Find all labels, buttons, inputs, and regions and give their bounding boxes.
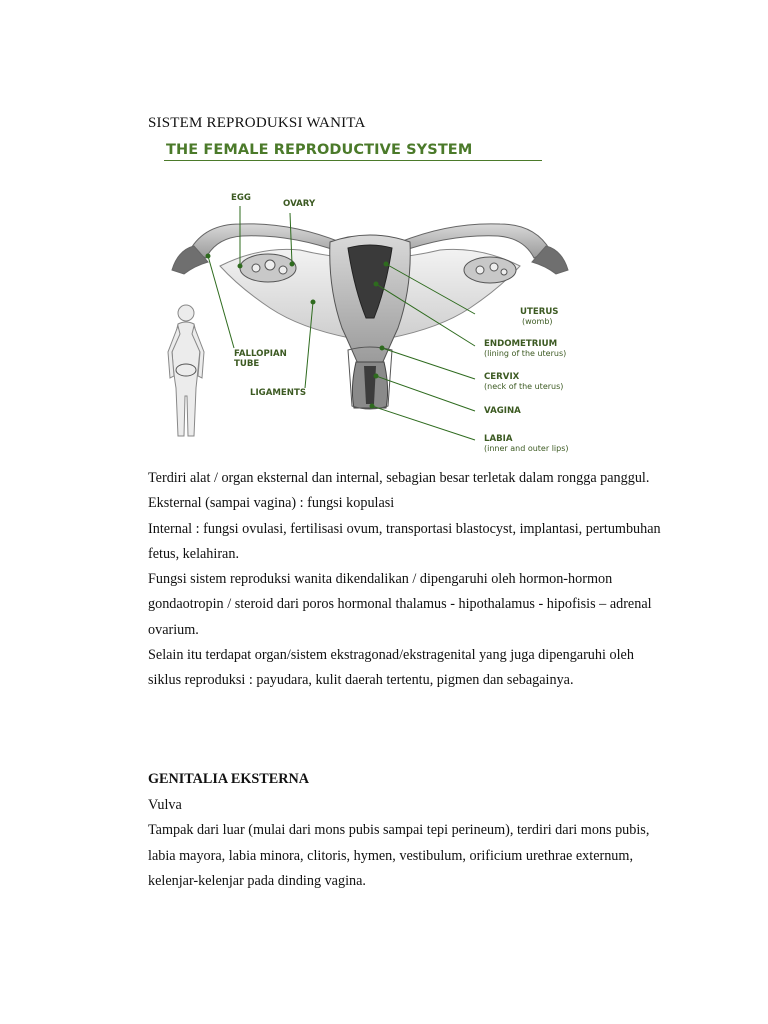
label-fallopian-line1: FALLOPIAN bbox=[234, 349, 287, 359]
intro-paragraph-2: Eksternal (sampai vagina) : fungsi kopulasi bbox=[148, 495, 395, 512]
label-labia-name: LABIA bbox=[484, 434, 513, 444]
label-endometrium-name: ENDOMETRIUM bbox=[484, 339, 558, 349]
intro-text bbox=[148, 466, 668, 694]
section-body bbox=[148, 793, 668, 894]
label-uterus bbox=[520, 307, 559, 327]
label-uterus-sub: (womb) bbox=[522, 317, 553, 326]
anatomy-figure bbox=[150, 138, 590, 460]
label-egg: EGG bbox=[231, 193, 251, 203]
label-labia-sub: (inner and outer lips) bbox=[484, 444, 569, 453]
figure-title: THE FEMALE REPRODUCTIVE SYSTEM bbox=[166, 142, 473, 158]
section-paragraph: Tampak dari luar (mulai dari mons pubis sampai tepi perineum), terdiri dari mons pubis, labia mayora, labia minora, clitoris, hymen, vestibulum, orificium urethrae externum, kelenjar-kelenjar pada dinding vagina. bbox=[148, 822, 650, 889]
intro-paragraph-1: Terdiri alat / organ eksternal dan internal, sebagian besar terletak dalam rongga panggul. bbox=[148, 470, 650, 486]
document-title: SISTEM REPRODUKSI WANITA bbox=[148, 115, 366, 131]
label-uterus-name: UTERUS bbox=[520, 307, 559, 317]
label-cervix bbox=[484, 372, 563, 392]
label-labia bbox=[484, 434, 569, 454]
label-fallopian-tube bbox=[234, 349, 287, 369]
label-endometrium bbox=[484, 339, 566, 359]
label-cervix-name: CERVIX bbox=[484, 372, 520, 382]
female-reproductive-illustration bbox=[150, 138, 590, 460]
intro-paragraph-3: Internal : fungsi ovulasi, fertilisasi ovum, transportasi blastocyst, implantasi, pertumbuhan fetus, kelahiran. bbox=[148, 520, 661, 562]
intro-paragraph-4: Fungsi sistem reproduksi wanita dikendalikan / dipengaruhi oleh hormon-hormon gondaotropin / steroid dari poros hormonal thalamus - hipothalamus - hipofisis – adrenal ovarium. bbox=[148, 571, 652, 638]
label-endometrium-sub: (lining of the uterus) bbox=[484, 349, 567, 358]
label-fallopian-line2: TUBE bbox=[234, 359, 260, 369]
label-cervix-sub: (neck of the uterus) bbox=[484, 382, 564, 391]
label-ligaments: LIGAMENTS bbox=[250, 388, 307, 398]
uterus bbox=[330, 235, 411, 364]
section-heading: GENITALIA EKSTERNA bbox=[148, 771, 309, 787]
intro-paragraph-5: Selain itu terdapat organ/sistem ekstragonad/ekstragenital yang juga dipengaruhi oleh siklus reproduksi : payudara, kulit daerah tertentu, pigmen dan sebagainya. bbox=[148, 647, 634, 689]
section-subheading: Vulva bbox=[148, 797, 182, 813]
label-vagina: VAGINA bbox=[484, 406, 521, 416]
label-ovary: OVARY bbox=[283, 199, 316, 209]
woman-figure bbox=[168, 305, 204, 436]
